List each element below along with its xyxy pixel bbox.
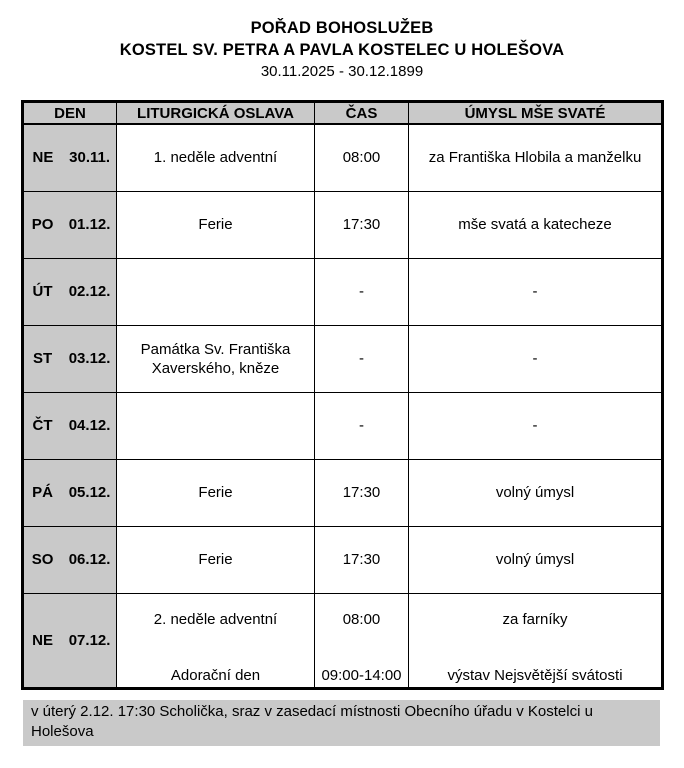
table-row [23, 258, 663, 325]
liturgy-cell: 1. neděle adventní [117, 124, 315, 191]
day-cell [23, 191, 117, 258]
table-row [23, 392, 663, 459]
day-cell [23, 392, 117, 459]
time-cell [315, 593, 409, 688]
intention-entry-2: výstav Nejsvětější svátosti [447, 666, 623, 684]
day-abbr: ST [32, 350, 53, 367]
table-row [23, 191, 663, 258]
day-date: 01.12. [68, 216, 111, 233]
schedule-table [21, 100, 664, 690]
liturgy-cell [117, 258, 315, 325]
time-entry-2: 09:00-14:00 [321, 666, 402, 684]
intention-cell: - [409, 392, 663, 459]
time-cell: 17:30 [315, 526, 409, 593]
intention-cell: - [409, 258, 663, 325]
table-row [23, 124, 663, 191]
liturgy-cell [117, 392, 315, 459]
intention-entry-1: za farníky [502, 610, 568, 628]
time-cell: - [315, 258, 409, 325]
intention-cell [409, 593, 663, 688]
document-date-range: 30.11.2025 - 30.12.1899 [260, 63, 424, 80]
liturgy-cell: Památka Sv. Františka Xaverského, kněze [117, 325, 315, 392]
day-cell [23, 124, 117, 191]
day-abbr: PO [31, 216, 54, 233]
day-date: 30.11. [69, 149, 111, 167]
document-subtitle: KOSTEL SV. PETRA A PAVLA KOSTELEC U HOLEŠOVA [119, 41, 565, 59]
time-cell: 08:00 [315, 124, 409, 191]
day-date: 02.12. [68, 283, 111, 300]
day-abbr: ČT [32, 417, 53, 434]
day-abbr: NE [32, 631, 53, 649]
intention-cell: za Františka Hlobila a manželku [409, 124, 663, 191]
day-cell [23, 258, 117, 325]
table-header-row [23, 102, 663, 125]
table-row [23, 459, 663, 526]
document-title: POŘAD BOHOSLUŽEB [250, 19, 434, 37]
column-header-liturgicka-oslava: LITURGICKÁ OSLAVA [117, 102, 315, 125]
intention-cell: volný úmysl [409, 526, 663, 593]
day-cell [23, 459, 117, 526]
day-date: 07.12. [68, 631, 111, 649]
liturgy-entry-1: 2. neděle adventní [153, 610, 278, 628]
day-abbr: PÁ [32, 484, 53, 501]
liturgy-entry-2: Adorační den [170, 666, 261, 684]
time-cell: 17:30 [315, 191, 409, 258]
time-cell: 17:30 [315, 459, 409, 526]
liturgy-cell: Ferie [117, 459, 315, 526]
day-abbr: ÚT [32, 283, 53, 300]
document-header [0, 0, 684, 83]
column-header-cas: ČAS [315, 102, 409, 125]
day-abbr: NE [32, 149, 54, 167]
day-date: 03.12. [68, 350, 111, 367]
intention-cell: volný úmysl [409, 459, 663, 526]
intention-cell: - [409, 325, 663, 392]
time-entry-1: 08:00 [342, 610, 381, 628]
day-date: 05.12. [68, 484, 111, 501]
liturgy-cell: Ferie [117, 191, 315, 258]
table-row [23, 593, 663, 688]
day-cell [23, 325, 117, 392]
day-date: 06.12. [68, 551, 111, 568]
day-cell [23, 526, 117, 593]
column-header-den: DEN [23, 102, 117, 125]
liturgy-cell: Ferie [117, 526, 315, 593]
time-cell: - [315, 325, 409, 392]
column-header-umysl-mse-svate: ÚMYSL MŠE SVATÉ [409, 102, 663, 125]
table-row [23, 526, 663, 593]
day-cell [23, 593, 117, 688]
time-cell: - [315, 392, 409, 459]
footer-note: v úterý 2.12. 17:30 Scholička, sraz v zasedací místnosti Obecního úřadu v Kostelci u Holešova [23, 700, 660, 746]
day-date: 04.12. [68, 417, 111, 434]
day-abbr: SO [31, 551, 54, 568]
table-row [23, 325, 663, 392]
intention-cell: mše svatá a katecheze [409, 191, 663, 258]
liturgy-cell [117, 593, 315, 688]
